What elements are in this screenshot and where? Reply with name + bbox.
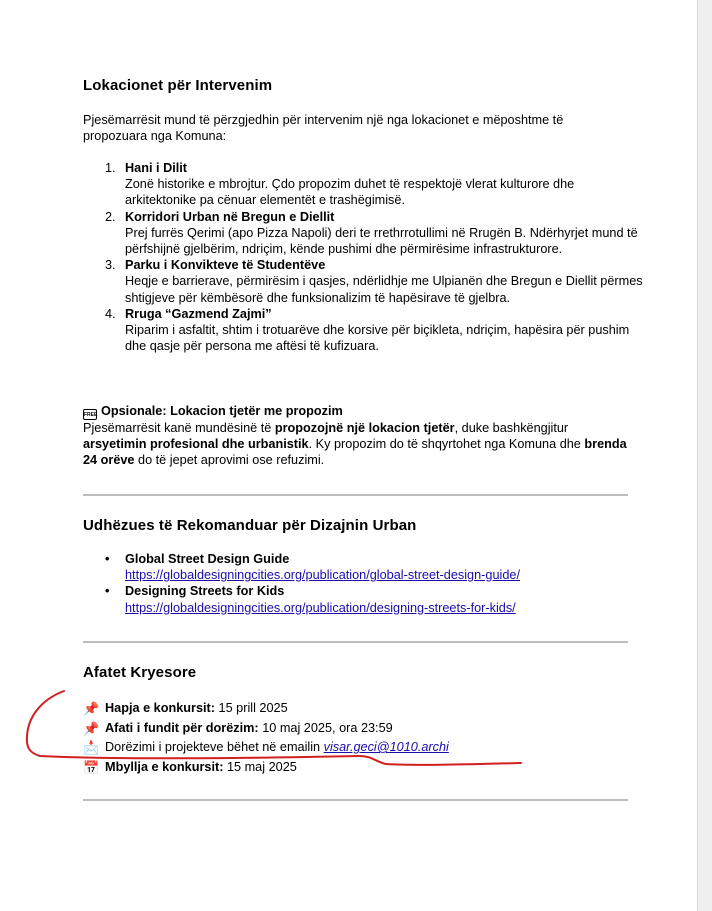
deadline-label: Afati i fundit për dorëzim: — [105, 720, 259, 735]
list-item — [83, 738, 643, 758]
optional-text: do të jepet aprovimi ose refuzimi. — [134, 453, 325, 468]
envelope-icon: 📩 — [83, 740, 100, 755]
list-item — [83, 583, 643, 615]
optional-bold-text: brenda 24 orëve — [83, 437, 627, 468]
list-item — [83, 209, 643, 258]
list-item — [83, 257, 643, 306]
pushpin-icon: 📌 — [83, 720, 100, 736]
bullet: • — [105, 584, 110, 599]
scrollbar-track[interactable] — [697, 0, 712, 911]
calendar-icon: 📅 — [83, 759, 100, 775]
deadline-value: 15 prill 2025 — [215, 701, 288, 715]
guides-list — [83, 551, 643, 616]
section-divider — [83, 641, 628, 643]
list-item — [83, 551, 643, 583]
list-item — [83, 306, 643, 355]
item-number: 3. — [105, 258, 116, 273]
guide-name: Global Street Design Guide — [125, 552, 290, 566]
optional-body — [83, 420, 628, 469]
list-item — [83, 719, 643, 739]
location-description: Zonë historike e mbrojtur. Çdo propozim duhet të respektojë vlerat kulturore dhe arkitektonike pa cënuar elementët e trashëgimisë. — [125, 177, 575, 208]
location-name: Korridori Urban në Bregun e Diellit — [125, 209, 335, 224]
location-description: Prej furrës Qerimi (apo Pizza Napoli) deri te rrethrrotullimi në Rrugën B. Ndërhyrjet mund të përfshijnë gjelbërim, ndriçim, kënde pushimi dhe përmirësime infrastrukturore. — [125, 225, 638, 257]
location-name: Hani i Dilit — [125, 161, 188, 175]
optional-heading-row — [83, 403, 628, 420]
pushpin-icon: 📌 — [83, 701, 100, 716]
list-item — [83, 758, 643, 778]
section-divider — [83, 799, 628, 801]
optional-heading: Opsionale: Lokacion tjetër me propozim — [101, 404, 343, 418]
item-number: 2. — [105, 209, 116, 224]
list-item — [83, 699, 643, 719]
guide-link[interactable]: https://globaldesigningcities.org/publication/designing-streets-for-kids/ — [125, 600, 516, 615]
optional-bold-text: arsyetimin profesional dhe urbanistik — [83, 437, 309, 452]
location-description: Riparim i asfaltit, shtim i trotuarëve dhe korsive për biçikleta, ndriçim, hapësira për pushim dhe qasje për persona me aftësi të kufizuara. — [125, 323, 630, 354]
location-name: Rruga “Gazmend Zajmi” — [125, 306, 272, 321]
guide-name: Designing Streets for Kids — [125, 584, 285, 599]
bullet: • — [105, 552, 110, 566]
locations-list — [83, 160, 643, 354]
list-item — [83, 160, 643, 209]
deadline-label: Hapja e konkursit: — [105, 701, 215, 715]
location-name: Parku i Konvikteve të Studentëve — [125, 258, 326, 273]
section-divider — [83, 494, 628, 496]
deadlines-list — [83, 699, 643, 777]
deadline-value: 15 maj 2025 — [223, 759, 297, 774]
free-icon: FREE — [83, 409, 97, 420]
optional-location-block — [83, 403, 628, 469]
item-number: 4. — [105, 306, 116, 321]
optional-text: Pjesëmarrësit kanë mundësinë të — [83, 421, 275, 435]
optional-text: . Ky propozim do të shqyrtohet nga Komuna dhe — [308, 437, 585, 452]
email-link[interactable]: visar.geci@1010.archi — [323, 740, 449, 754]
item-number: 1. — [105, 161, 116, 175]
submission-text: Dorëzimi i projekteve bëhet në emailin — [105, 740, 324, 754]
deadline-label: Mbyllja e konkursit: — [105, 759, 224, 774]
section-title-locations: Lokacionet për Intervenim — [83, 77, 273, 94]
locations-intro: Pjesëmarrësit mund të përzgjedhin për intervenim një nga lokacionet e mëposhtme të propozuara nga Komuna: — [83, 113, 564, 144]
guide-link[interactable]: https://globaldesigningcities.org/publication/global-street-design-guide/ — [125, 568, 520, 583]
location-description: Heqje e barrierave, përmirësim i qasjes, ndërlidhje me Ulpianën dhe Bregun e Diellit përmes shtigjeve për këmbësorë dhe funksionalizim të hapësirave të gjelbra. — [125, 274, 643, 305]
section-title-deadlines: Afatet Kryesore — [83, 664, 197, 681]
optional-bold-text: propozojnë një lokacion tjetër — [274, 421, 455, 435]
optional-text: , duke bashkëngjitur — [454, 421, 569, 435]
deadline-value: 10 maj 2025, ora 23:59 — [258, 720, 393, 735]
section-title-guides: Udhëzues të Rekomanduar për Dizajnin Urban — [83, 517, 417, 534]
